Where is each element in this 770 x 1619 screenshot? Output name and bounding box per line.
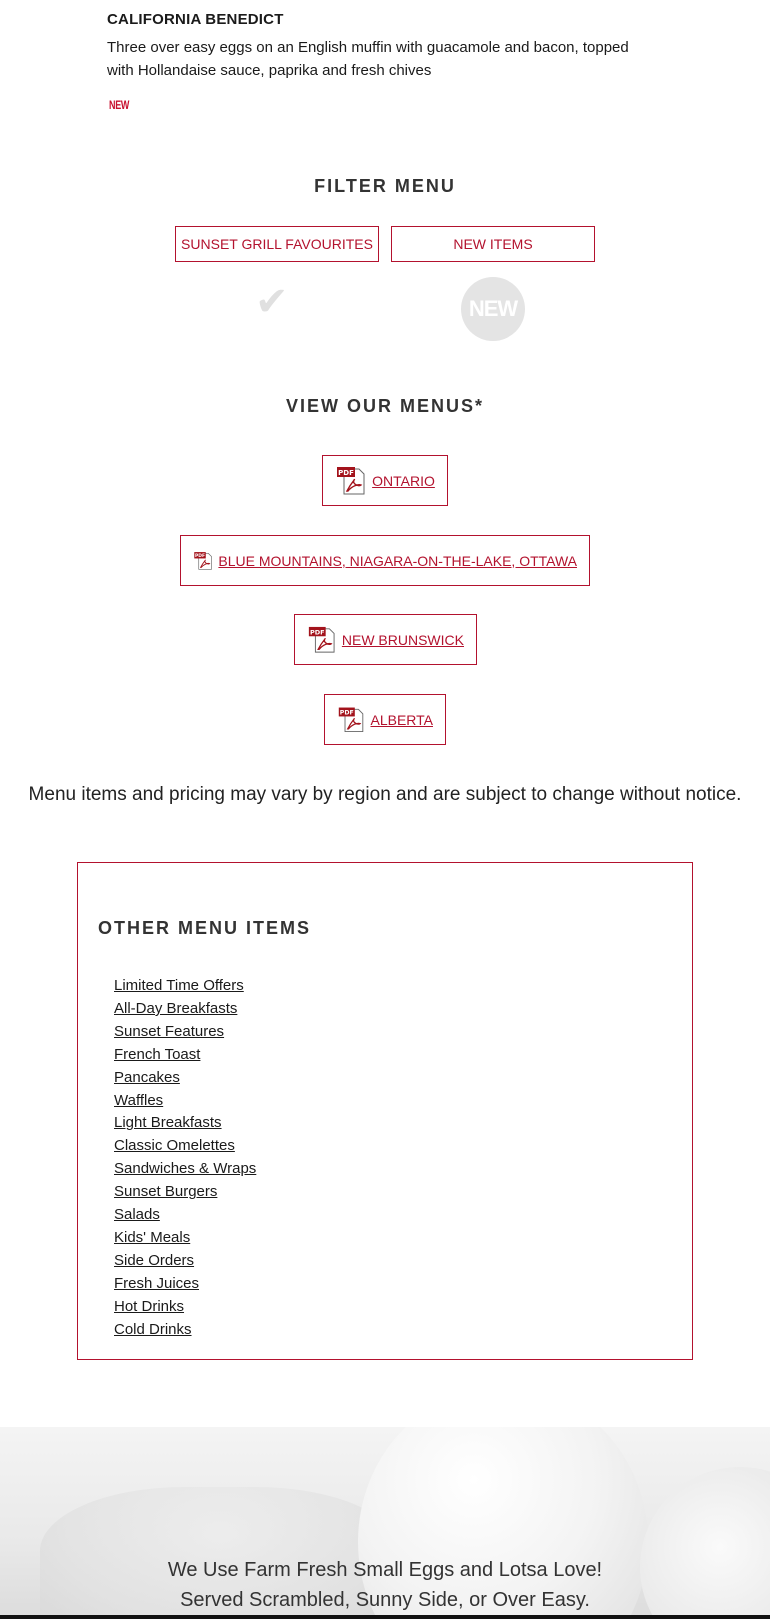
hero-headline: We Use Farm Fresh Small Eggs and Lotsa Love! [167, 1559, 603, 1581]
other-menu-link[interactable]: French Toast [114, 1045, 201, 1063]
svg-text:PDF: PDF [195, 553, 206, 559]
eggs-hero-banner [0, 1427, 770, 1619]
menu-pdf-new-brunswick-button[interactable] [294, 614, 477, 665]
menu-pdf-blue-mountains-link[interactable]: BLUE MOUNTAINS, NIAGARA-ON-THE-LAKE, OTTAWA [218, 552, 577, 569]
menu-pdf-alberta-link[interactable]: ALBERTA [370, 711, 433, 728]
other-menu-link[interactable]: Salads [114, 1206, 160, 1224]
svg-text:PDF: PDF [309, 627, 325, 636]
other-menu-list [114, 975, 256, 1342]
other-menu-link[interactable]: All-Day Breakfasts [114, 999, 238, 1017]
filter-favourites-button[interactable]: SUNSET GRILL FAVOURITES [175, 226, 379, 262]
pdf-icon [337, 705, 365, 735]
pdf-icon [335, 466, 367, 496]
menu-pdf-blue-mountains-button[interactable] [180, 535, 590, 586]
svg-text:PDF: PDF [338, 468, 354, 477]
bottom-bar [0, 1615, 770, 1619]
other-menu-link[interactable]: Cold Drinks [114, 1320, 192, 1338]
other-menu-link[interactable]: Limited Time Offers [114, 977, 244, 994]
other-menu-items-box [77, 862, 693, 1360]
other-menu-link[interactable]: Sandwiches & Wraps [114, 1160, 257, 1178]
filter-new-items-button[interactable]: NEW ITEMS [391, 226, 595, 262]
other-menu-link[interactable]: Fresh Juices [114, 1274, 200, 1292]
other-menu-link[interactable]: Sunset Features [114, 1022, 225, 1040]
other-menu-link[interactable]: Sunset Burgers [114, 1183, 218, 1201]
other-menu-link[interactable]: Light Breakfasts [114, 1114, 222, 1132]
menu-item-title: CALIFORNIA BENEDICT [107, 11, 284, 28]
pdf-icon [193, 546, 213, 576]
checkmark-icon: ✔ [255, 280, 289, 324]
menu-pdf-ontario-link[interactable]: ONTARIO [372, 472, 435, 489]
other-menu-link[interactable]: Pancakes [114, 1068, 180, 1086]
other-menu-link[interactable]: Waffles [114, 1091, 164, 1109]
other-menu-link[interactable]: Classic Omelettes [114, 1137, 235, 1155]
other-menu-heading: OTHER MENU ITEMS [98, 918, 312, 938]
filter-menu-heading: FILTER MENU [314, 176, 456, 196]
svg-text:PDF: PDF [339, 709, 354, 717]
other-menu-link[interactable]: Hot Drinks [114, 1297, 185, 1315]
new-circle-icon: NEW [461, 277, 525, 341]
menu-item-description: Three over easy eggs on an English muffin with guacamole and bacon, topped with Hollandaise sauce, paprika and fresh chives [107, 39, 629, 79]
view-menus-heading: VIEW OUR MENUS* [285, 396, 484, 416]
menu-pdf-ontario-button[interactable] [322, 455, 448, 506]
menu-pdf-new-brunswick-link[interactable]: NEW BRUNSWICK [341, 631, 464, 648]
menu-pdf-alberta-button[interactable] [324, 694, 446, 745]
hero-subline: Served Scrambled, Sunny Side, or Over Easy. [180, 1589, 590, 1611]
pdf-icon [307, 625, 337, 655]
other-menu-link[interactable]: Side Orders [114, 1251, 195, 1269]
other-menu-link[interactable]: Kids' Meals [114, 1228, 191, 1246]
new-badge: NEW [109, 98, 130, 112]
pricing-notice: Menu items and pricing may vary by region and are subject to change without notice. [28, 784, 742, 805]
